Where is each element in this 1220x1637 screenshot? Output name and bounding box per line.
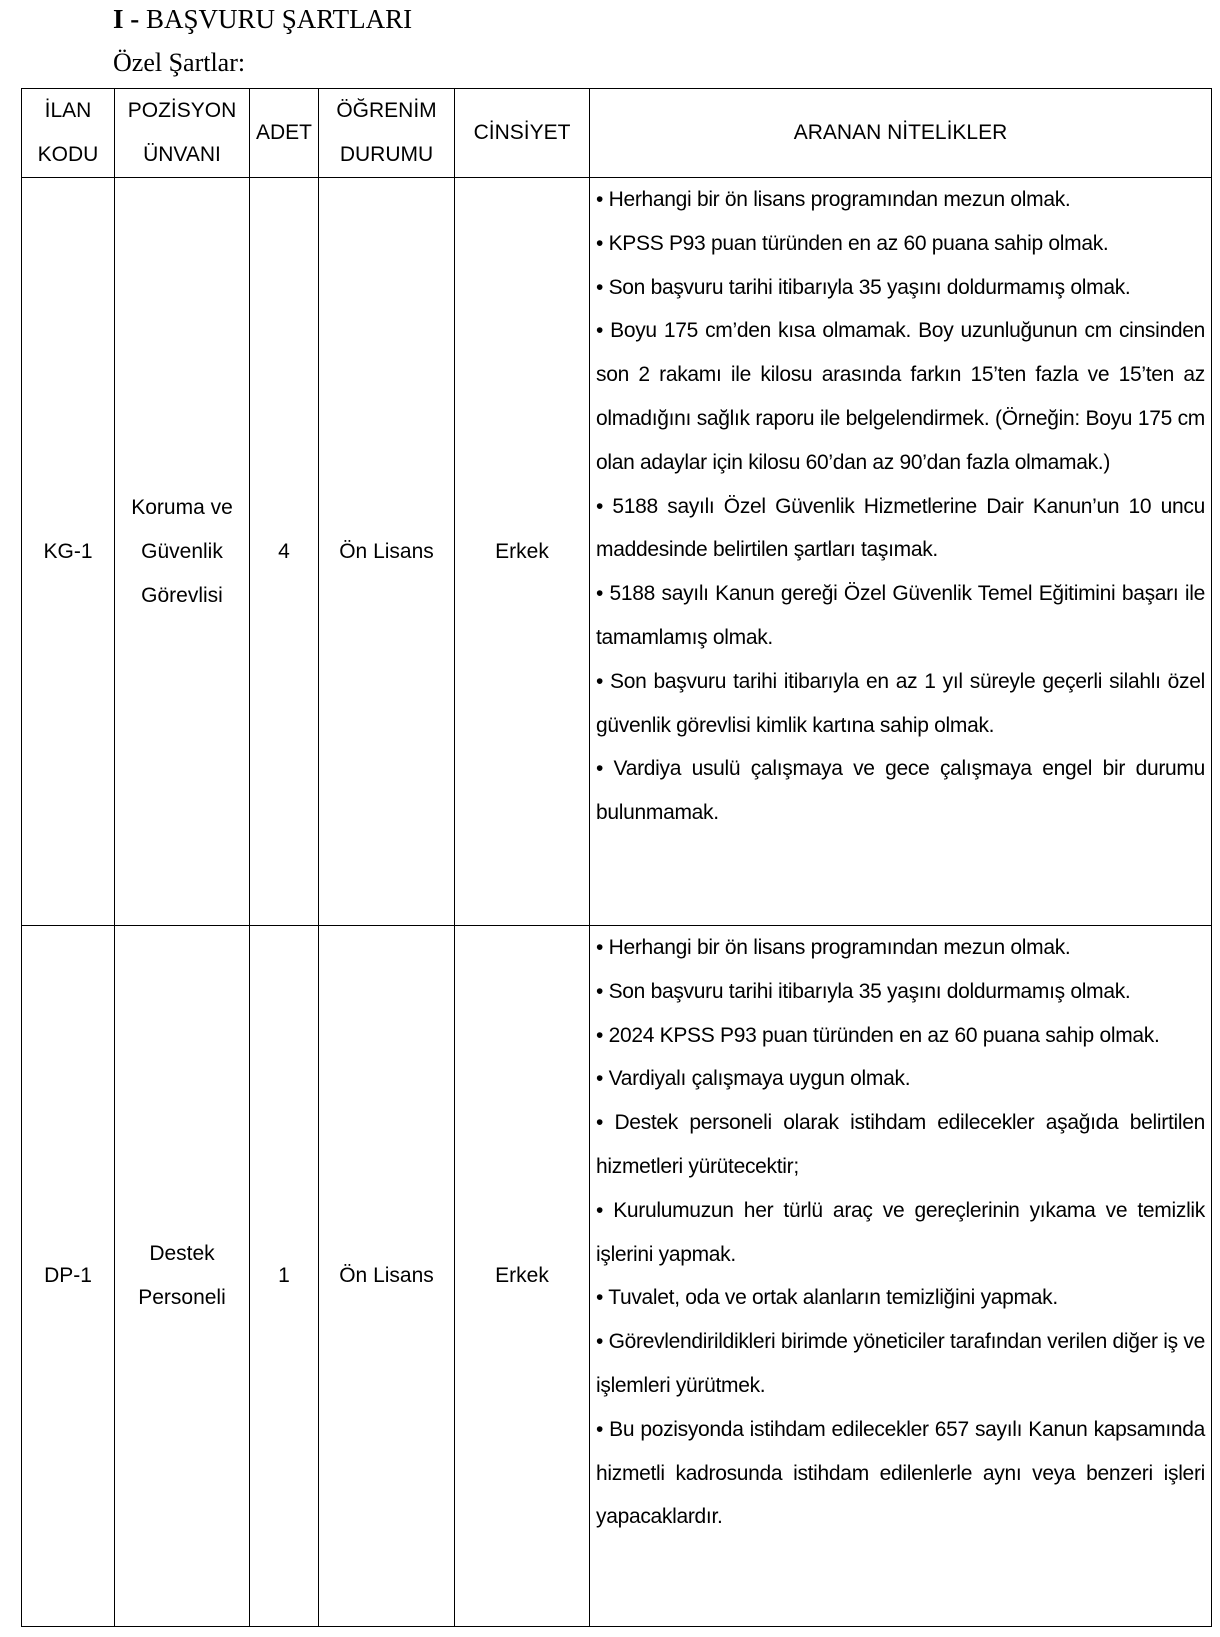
qualification-item: • Tuvalet, oda ve ortak alanların temizliğini yapmak.	[596, 1286, 1058, 1310]
requirements-table	[21, 88, 1212, 1627]
table-header-row	[22, 89, 1212, 178]
table-row	[22, 926, 1212, 1627]
cell-code: DP-1	[22, 926, 115, 1627]
cell-position: Destek Personeli	[115, 926, 250, 1627]
header-aranan-nitelikler: ARANAN NİTELİKLER	[590, 89, 1212, 178]
cell-position: Koruma ve Güvenlik Görevlisi	[115, 178, 250, 926]
section-title-text: BAŞVURU ŞARTLARI	[146, 4, 413, 34]
header-adet: ADET	[250, 89, 319, 178]
qualification-item: • KPSS P93 puan türünden en az 60 puana sahip olmak.	[596, 231, 1109, 255]
qualification-item: • Herhangi bir ön lisans programından mezun olmak.	[596, 188, 1071, 211]
cell-code: KG-1	[22, 178, 115, 926]
subsection-title: Özel Şartlar:	[113, 48, 246, 77]
header-cinsiyet: CİNSİYET	[455, 89, 590, 178]
qualification-item: • 2024 KPSS P93 puan türünden en az 60 puana sahip olmak.	[596, 1023, 1160, 1047]
header-pozisyon-unvani: POZİSYON ÜNVANI	[115, 89, 250, 178]
qualification-item: • Vardiya usulü çalışmaya ve gece çalışmaya engel bir durumu bulunmamak.	[596, 757, 1205, 825]
cell-education: Ön Lisans	[319, 178, 455, 926]
qualification-item: • Destek personeli olarak istihdam edilecekler aşağıda belirtilen hizmetleri yürütecektir;	[596, 1111, 1205, 1178]
qualification-item: • Son başvuru tarihi itibarıyla 35 yaşını doldurmamış olmak.	[596, 275, 1131, 299]
qualification-item: • Son başvuru tarihi itibarıyla 35 yaşını doldurmamış olmak.	[596, 979, 1131, 1003]
qualification-item: • Boyu 175 cm’den kısa olmamak. Boy uzunluğunun cm cinsinden son 2 rakamı ile kilosu arasında farkın 15’ten fazla ve 15’ten az olmadığını sağlık raporu ile belgelendirmek. (Örneğin: Boyu 175 cm olan adaylar için kilosu 60’dan az 90’dan fazla olmamak.)	[596, 319, 1205, 474]
section-title	[113, 4, 412, 35]
header-ogrenim-durumu: ÖĞRENİM DURUMU	[319, 89, 455, 178]
qualification-item: • Son başvuru tarihi itibarıyla en az 1 yıl süreyle geçerli silahlı özel güvenlik görevlisi kimlik kartına sahip olmak.	[596, 669, 1205, 737]
cell-count: 1	[250, 926, 319, 1627]
cell-education: Ön Lisans	[319, 926, 455, 1627]
qualification-item: • 5188 sayılı Özel Güvenlik Hizmetlerine Dair Kanun’un 10 uncu maddesinde belirtilen şartları taşımak.	[596, 494, 1205, 562]
qualification-item: • Bu pozisyonda istihdam edilecekler 657 sayılı Kanun kapsamında hizmetli kadrosunda istihdam edilenlerle aynı veya benzeri işleri yapacaklardır.	[596, 1417, 1205, 1529]
cell-count: 4	[250, 178, 319, 926]
table-row	[22, 178, 1212, 926]
cell-qualifications	[590, 926, 1212, 1627]
qualification-item: • Herhangi bir ön lisans programından mezun olmak.	[596, 936, 1071, 959]
cell-gender: Erkek	[455, 926, 590, 1627]
qualification-item: • 5188 sayılı Kanun gereği Özel Güvenlik Temel Eğitimini başarı ile tamamlamış olmak.	[596, 582, 1205, 649]
cell-gender: Erkek	[455, 178, 590, 926]
section-title-prefix: I -	[113, 4, 140, 34]
qualification-item: • Görevlendirildikleri birimde yöneticiler tarafından verilen diğer iş ve işlemleri yürütmek.	[596, 1330, 1205, 1397]
qualification-item: • Kurulumuzun her türlü araç ve gereçlerinin yıkama ve temizlik işlerini yapmak.	[596, 1198, 1205, 1266]
header-ilan-kodu: İLAN KODU	[22, 89, 115, 178]
cell-qualifications	[590, 178, 1212, 926]
qualification-item: • Vardiyalı çalışmaya uygun olmak.	[596, 1067, 911, 1091]
